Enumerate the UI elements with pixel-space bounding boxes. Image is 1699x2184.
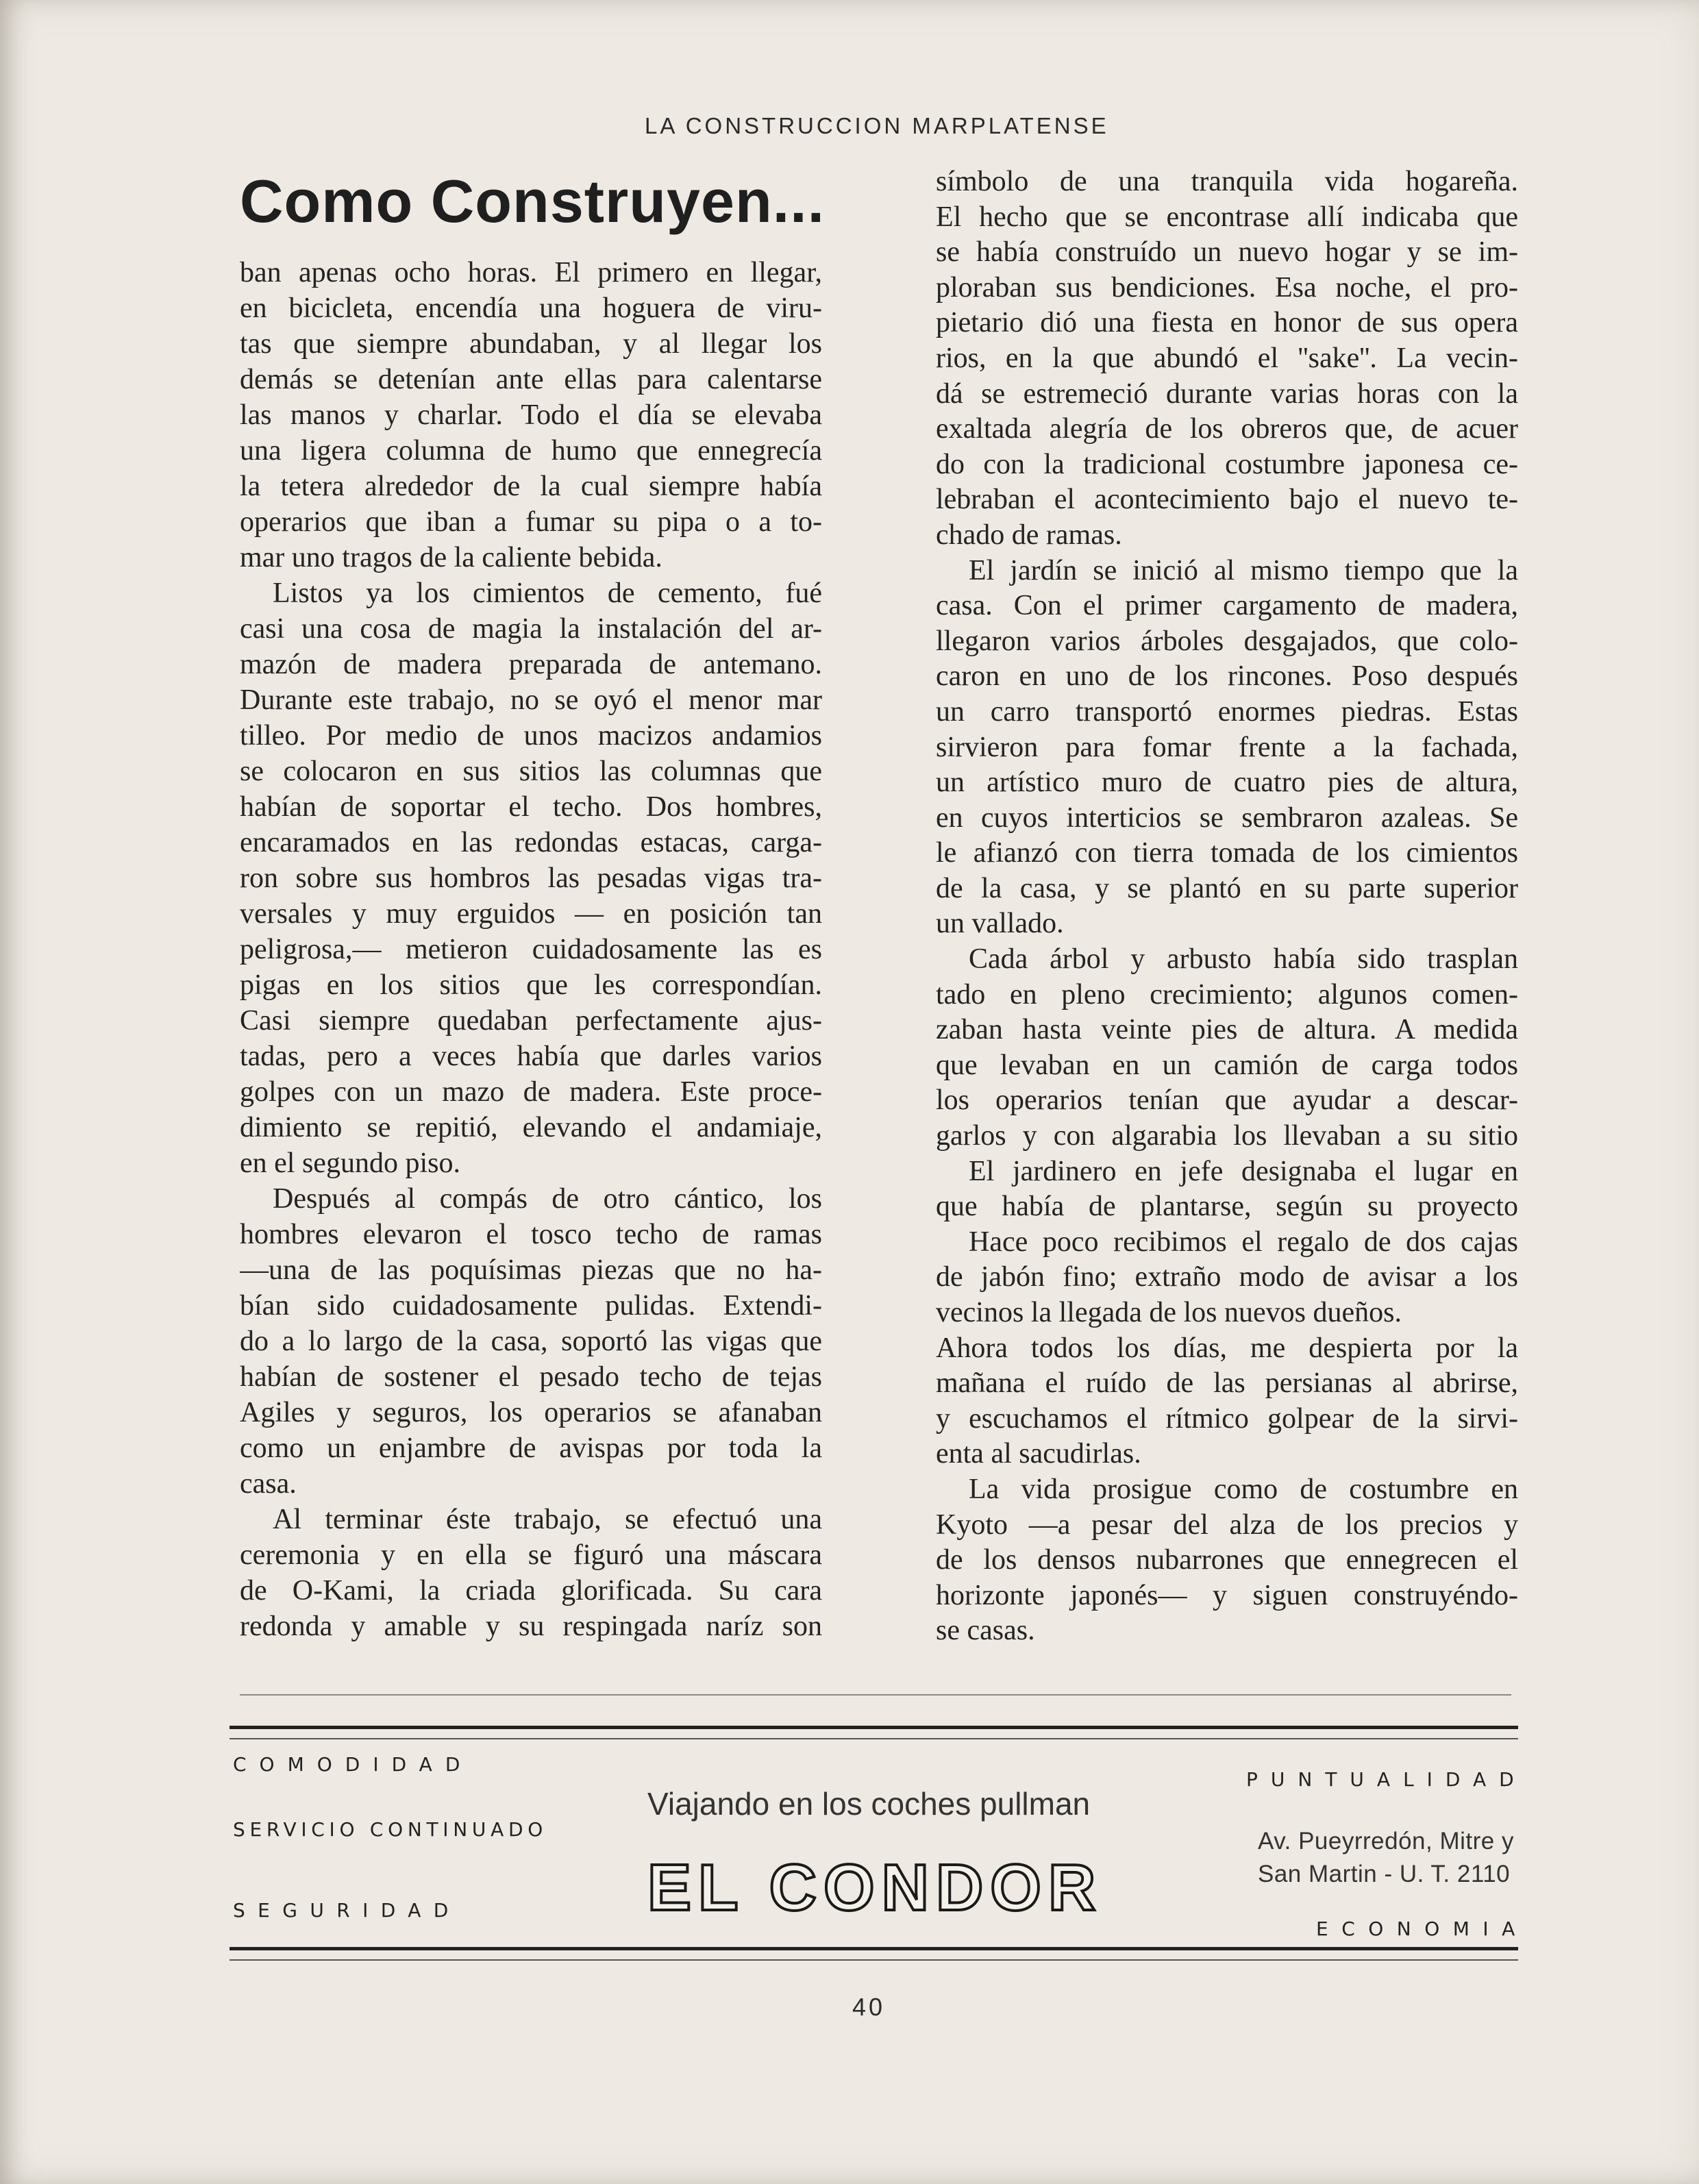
left-column-line: ban apenas ocho horas. El primero en llegar,: [240, 257, 822, 288]
ad-top-border-inner: [230, 1738, 1518, 1739]
left-column-line: peligrosa,— metieron cuidadosamente las es: [240, 934, 822, 965]
left-column-line: casi una cosa de magia la instalación del ar-: [240, 613, 822, 645]
right-column-line: caron en uno de los rincones. Poso después: [936, 660, 1518, 693]
running-head: LA CONSTRUCCION MARPLATENSE: [645, 113, 1109, 138]
left-column-line: Al terminar éste trabajo, se efectuó una: [273, 1504, 822, 1535]
right-column-line: enta al sacudirlas.: [936, 1438, 1141, 1470]
right-column-line: en cuyos interticios se sembraron azaleas. Se: [936, 802, 1518, 834]
left-column-line: dimiento se repitió, elevando el andamiaje,: [240, 1112, 822, 1143]
left-column-line: habían de sostener el pesado techo de tejas: [240, 1361, 822, 1393]
ad-feature-economia: ECONOMIA: [1316, 1918, 1528, 1940]
right-column-line: La vida prosigue como de costumbre en: [969, 1473, 1518, 1505]
right-column-line: garlos y con algarabia los llevaban a su sitio: [936, 1120, 1518, 1152]
left-column-line: bían sido cuidadosamente pulidas. Extendi-: [240, 1290, 822, 1321]
right-column-line: Ahora todos los días, me despierta por la: [936, 1332, 1518, 1364]
left-column-line: versales y muy erguidos — en posición tan: [240, 898, 822, 930]
ad-top-border: [230, 1726, 1518, 1729]
right-column-line: símbolo de una tranquila vida hogareña.: [936, 166, 1518, 197]
right-column-line: vecinos la llegada de los nuevos dueños.: [936, 1297, 1402, 1328]
right-column-line: los operarios tenían que ayudar a descar-: [936, 1084, 1518, 1117]
right-column-line: rios, en la que abundó el ''sake''. La vecin-: [936, 342, 1518, 374]
left-column-line: encaramados en las redondas estacas, carga-: [240, 827, 822, 858]
left-column-line: en el segundo piso.: [240, 1147, 460, 1179]
left-column-line: mar uno tragos de la caliente bebida.: [240, 542, 662, 573]
left-column-line: tadas, pero a veces había que darles varios: [240, 1041, 822, 1072]
left-column-line: pigas en los sitios que les correspondían.: [240, 969, 822, 1001]
left-column: [240, 255, 822, 1644]
right-column-line: y escuchamos el rítmico golpear de la sirvi-: [936, 1402, 1518, 1435]
right-column-line: de jabón fino; extraño modo de avisar a los: [936, 1261, 1518, 1293]
ad-feature-puntualidad: PUNTUALIDAD: [1246, 1768, 1527, 1791]
right-column-line: Cada árbol y arbusto había sido trasplan: [969, 943, 1518, 976]
ad-feature-servicio: SERVICIO CONTINUADO: [233, 1818, 547, 1841]
right-column-line: pietario dió una fiesta en honor de sus opera: [936, 307, 1518, 339]
left-column-line: —una de las poquísimas piezas que no ha-: [240, 1254, 822, 1286]
right-column-line: que había de plantarse, según su proyecto: [936, 1191, 1518, 1223]
left-column-line: en bicicleta, encendía una hoguera de viru-: [240, 293, 822, 324]
left-column-line: la tetera alrededor de la cual siempre había: [240, 471, 822, 502]
left-column-line: casa.: [240, 1468, 297, 1500]
right-column-line: un carro transportó enormes piedras. Estas: [936, 695, 1518, 728]
right-column-line: sirvieron para fomar frente a la fachada,: [936, 731, 1518, 763]
ad-feature-seguridad: SEGURIDAD: [233, 1899, 461, 1922]
right-column-line: horizonte japonés— y siguen construyéndo-: [936, 1579, 1518, 1611]
left-column-line: las manos y charlar. Todo el día se elevaba: [240, 399, 822, 431]
right-column-line: se casas.: [936, 1615, 1035, 1647]
left-column-line: se colocaron en sus sitios las columnas que: [240, 756, 822, 787]
right-column-line: chado de ramas.: [936, 519, 1122, 551]
right-column-line: que levaban en un camión de carga todos: [936, 1049, 1518, 1081]
left-column-line: operarios que iban a fumar su pipa o a to-: [240, 506, 822, 538]
right-column-line: El hecho que se encontrase allí indicaba que: [936, 201, 1518, 233]
ad-address-line: San Martin - U. T. 2110: [1258, 1861, 1511, 1887]
left-column-line: Durante este trabajo, no se oyó el menor mar: [240, 684, 822, 716]
article-end-divider: [240, 1694, 1511, 1696]
right-column-line: ploraban sus bendiciones. Esa noche, el pro-: [936, 271, 1518, 303]
ad-bottom-border-inner: [230, 1959, 1518, 1961]
ad-feature-comodidad: COMODIDAD: [233, 1753, 473, 1776]
left-column-line: mazón de madera preparada de antemano.: [240, 649, 822, 680]
left-column-line: Agiles y seguros, los operarios se afanaban: [240, 1397, 822, 1428]
right-column-line: lebraban el acontecimiento bajo el nuevo te-: [936, 484, 1518, 516]
left-column-line: tas que siempre abundaban, y al llegar los: [240, 328, 822, 360]
left-column-line: golpes con un mazo de madera. Este proce-: [240, 1076, 822, 1108]
right-column-line: de los densos nubarrones que ennegrecen el: [936, 1544, 1518, 1576]
left-column-line: habían de soportar el techo. Dos hombres,: [240, 791, 822, 823]
left-column-line: do a lo largo de la casa, soportó las vigas que: [240, 1326, 822, 1357]
right-column-line: casa. Con el primer cargamento de madera,: [936, 590, 1518, 622]
right-column-line: de la casa, y se plantó en su parte superior: [936, 872, 1518, 904]
left-column-line: redonda y amable y su respingada naríz son: [240, 1611, 822, 1642]
right-column-line: dá se estremeció durante varias horas con la: [936, 377, 1518, 410]
left-column-line: ron sobre sus hombros las pesadas vigas tra-: [240, 863, 822, 894]
ad-address-line: Av. Pueyrredón, Mitre y: [1258, 1828, 1514, 1854]
ad-bottom-border: [230, 1947, 1518, 1950]
ad-brand-logo: EL CONDOR: [647, 1851, 1103, 1924]
left-column-line: una ligera columna de humo que ennegrecía: [240, 435, 822, 467]
left-column-line: tilleo. Por medio de unos macizos andamios: [240, 720, 822, 752]
right-column-line: un vallado.: [936, 908, 1064, 940]
left-column-line: de O-Kami, la criada glorificada. Su cara: [240, 1575, 822, 1606]
right-column-line: mañana el ruído de las persianas al abrirse,: [936, 1367, 1518, 1400]
right-column-line: llegaron varios árboles desgajados, que colo-: [936, 625, 1518, 657]
left-column-line: Listos ya los cimientos de cemento, fué: [273, 578, 822, 609]
right-column-line: do con la tradicional costumbre japonesa ce-: [936, 448, 1518, 480]
right-column-line: se había construído un nuevo hogar y se im-: [936, 236, 1518, 269]
page-number: 40: [852, 1993, 886, 2021]
right-column-line: le afianzó con tierra tomada de los cimientos: [936, 837, 1518, 869]
ad-tagline: Viajando en los coches pullman: [647, 1786, 1091, 1822]
left-column-line: Después al compás de otro cántico, los: [273, 1183, 822, 1215]
left-column-line: hombres elevaron el tosco techo de ramas: [240, 1219, 822, 1250]
right-column-line: Kyoto —a pesar del alza de los precios y: [936, 1509, 1518, 1541]
left-column-line: demás se detenían ante ellas para calentarse: [240, 364, 822, 395]
right-column-line: exaltada alegría de los obreros que, de acuer: [936, 413, 1518, 445]
left-column-line: ceremonia y en ella se figuró una máscara: [240, 1539, 822, 1571]
left-column-line: Casi siempre quedaban perfectamente ajus-: [240, 1005, 822, 1037]
right-column-line: tado en pleno crecimiento; algunos comen-: [936, 978, 1518, 1010]
right-column-line: Hace poco recibimos el regalo de dos cajas: [969, 1226, 1518, 1258]
right-column-line: El jardinero en jefe designaba el lugar en: [969, 1155, 1518, 1187]
right-column-line: zaban hasta veinte pies de altura. A medida: [936, 1014, 1518, 1046]
left-column-line: como un enjambre de avispas por toda la: [240, 1432, 822, 1464]
article-title: Como Construyen...: [240, 167, 826, 235]
right-column-line: El jardín se inició al mismo tiempo que la: [969, 554, 1518, 586]
right-column-line: un artístico muro de cuatro pies de altura,: [936, 767, 1518, 799]
right-column: [936, 164, 1518, 1649]
